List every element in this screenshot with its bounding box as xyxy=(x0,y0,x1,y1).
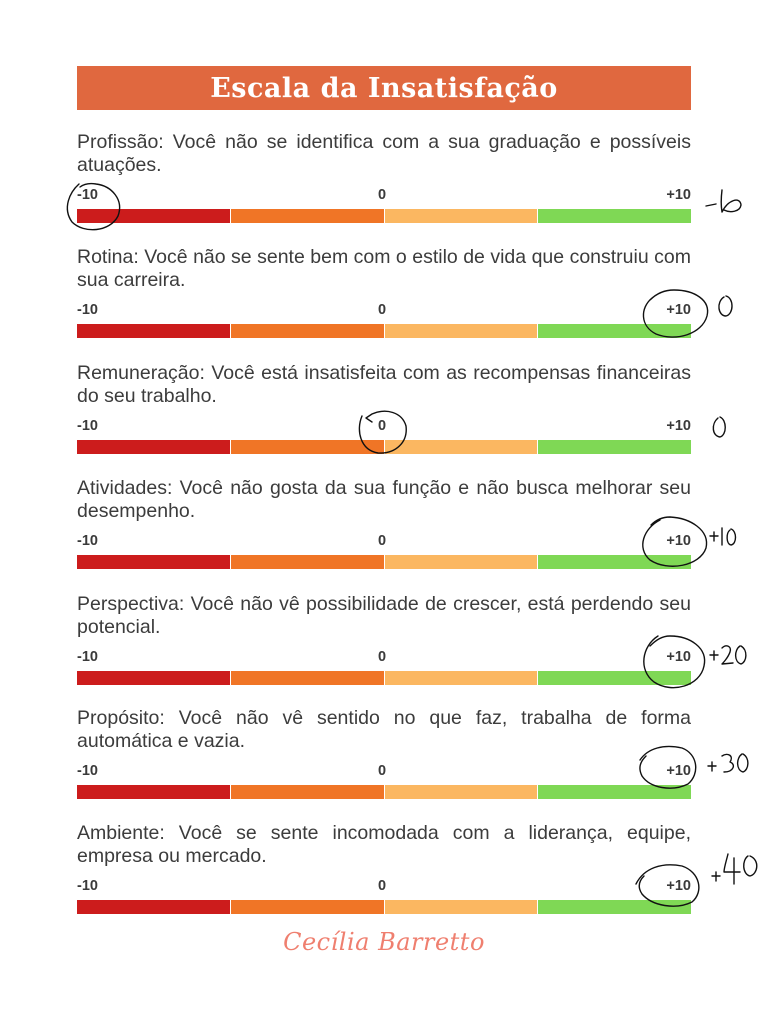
scale-max-label: +10 xyxy=(666,302,691,318)
bar-segment-yellow xyxy=(385,209,538,223)
bar-segment-red xyxy=(77,900,230,914)
author-signature: Cecília Barretto xyxy=(283,928,485,956)
bar-segment-orange xyxy=(231,785,384,799)
scale-labels xyxy=(77,187,691,209)
scale-bar xyxy=(77,900,691,914)
scale-bar xyxy=(77,440,691,454)
scale-labels xyxy=(77,533,691,555)
question-text: Profissão: Você não se identifica com a sua graduação e possíveis atuações. xyxy=(77,131,691,176)
scale-labels xyxy=(77,418,691,440)
question-section-rotina xyxy=(77,246,691,338)
bar-segment-green xyxy=(538,555,691,569)
pen-note-q4 xyxy=(710,528,736,545)
question-section-atividades xyxy=(77,477,691,569)
pen-note-q6 xyxy=(708,754,748,772)
scale-mid-label: 0 xyxy=(378,302,387,318)
bar-segment-orange xyxy=(231,900,384,914)
question-text: Atividades: Você não gosta da sua função e não busca melhorar seu desempenho. xyxy=(77,477,691,522)
scale-mid-label: 0 xyxy=(378,878,387,894)
bar-segment-yellow xyxy=(385,324,538,338)
scale-labels xyxy=(77,763,691,785)
scale-min-label: -10 xyxy=(77,187,98,203)
scale-labels xyxy=(77,649,691,671)
scale-mid-label: 0 xyxy=(378,763,387,779)
scale-min-label: -10 xyxy=(77,533,98,549)
bar-segment-green xyxy=(538,209,691,223)
bar-segment-green xyxy=(538,671,691,685)
scale-mid-label: 0 xyxy=(378,649,387,665)
bar-segment-yellow xyxy=(385,555,538,569)
scale-labels xyxy=(77,302,691,324)
scale-max-label: +10 xyxy=(666,649,691,665)
bar-segment-green xyxy=(538,900,691,914)
scale-bar xyxy=(77,555,691,569)
scale-min-label: -10 xyxy=(77,878,98,894)
bar-segment-yellow xyxy=(385,440,538,454)
scale-mid-label: 0 xyxy=(378,533,387,549)
bar-segment-red xyxy=(77,785,230,799)
question-section-remuneracao xyxy=(77,362,691,454)
bar-segment-green xyxy=(538,324,691,338)
scale-bar xyxy=(77,785,691,799)
question-section-profissao xyxy=(77,131,691,223)
question-text: Propósito: Você não vê sentido no que faz, trabalha de forma automática e vazia. xyxy=(77,707,691,752)
question-text: Perspectiva: Você não vê possibilidade de crescer, está perdendo seu potencial. xyxy=(77,593,691,638)
bar-segment-green xyxy=(538,785,691,799)
scale-max-label: +10 xyxy=(666,878,691,894)
page-title: Escala da Insatisfação xyxy=(210,72,558,104)
scale-mid-label: 0 xyxy=(378,418,387,434)
bar-segment-orange xyxy=(231,555,384,569)
bar-segment-yellow xyxy=(385,785,538,799)
bar-segment-red xyxy=(77,324,230,338)
bar-segment-red xyxy=(77,440,230,454)
bar-segment-yellow xyxy=(385,671,538,685)
pen-note-q3 xyxy=(713,417,725,437)
question-text: Remuneração: Você está insatisfeita com as recompensas financeiras do seu trabalho. xyxy=(77,362,691,407)
question-text: Ambiente: Você se sente incomodada com a liderança, equipe, empresa ou mercado. xyxy=(77,822,691,867)
bar-segment-green xyxy=(538,440,691,454)
scale-bar xyxy=(77,671,691,685)
bar-segment-red xyxy=(77,555,230,569)
bar-segment-yellow xyxy=(385,900,538,914)
scale-mid-label: 0 xyxy=(378,187,387,203)
question-text: Rotina: Você não se sente bem com o estilo de vida que construiu com sua carreira. xyxy=(77,246,691,291)
scale-max-label: +10 xyxy=(666,533,691,549)
scale-min-label: -10 xyxy=(77,763,98,779)
bar-segment-red xyxy=(77,671,230,685)
pen-note-q7 xyxy=(712,854,757,884)
pen-note-q2 xyxy=(719,296,732,316)
pen-note-q1 xyxy=(706,190,741,212)
scale-min-label: -10 xyxy=(77,302,98,318)
scale-min-label: -10 xyxy=(77,418,98,434)
question-section-proposito xyxy=(77,707,691,799)
scale-labels xyxy=(77,878,691,900)
question-section-ambiente xyxy=(77,822,691,914)
bar-segment-orange xyxy=(231,671,384,685)
bar-segment-red xyxy=(77,209,230,223)
scale-max-label: +10 xyxy=(666,418,691,434)
bar-segment-orange xyxy=(231,324,384,338)
scale-min-label: -10 xyxy=(77,649,98,665)
bar-segment-orange xyxy=(231,440,384,454)
title-banner xyxy=(77,66,691,110)
scale-bar xyxy=(77,209,691,223)
scale-bar xyxy=(77,324,691,338)
scale-max-label: +10 xyxy=(666,763,691,779)
question-section-perspectiva xyxy=(77,593,691,685)
bar-segment-orange xyxy=(231,209,384,223)
scale-max-label: +10 xyxy=(666,187,691,203)
pen-note-q5 xyxy=(710,646,746,664)
